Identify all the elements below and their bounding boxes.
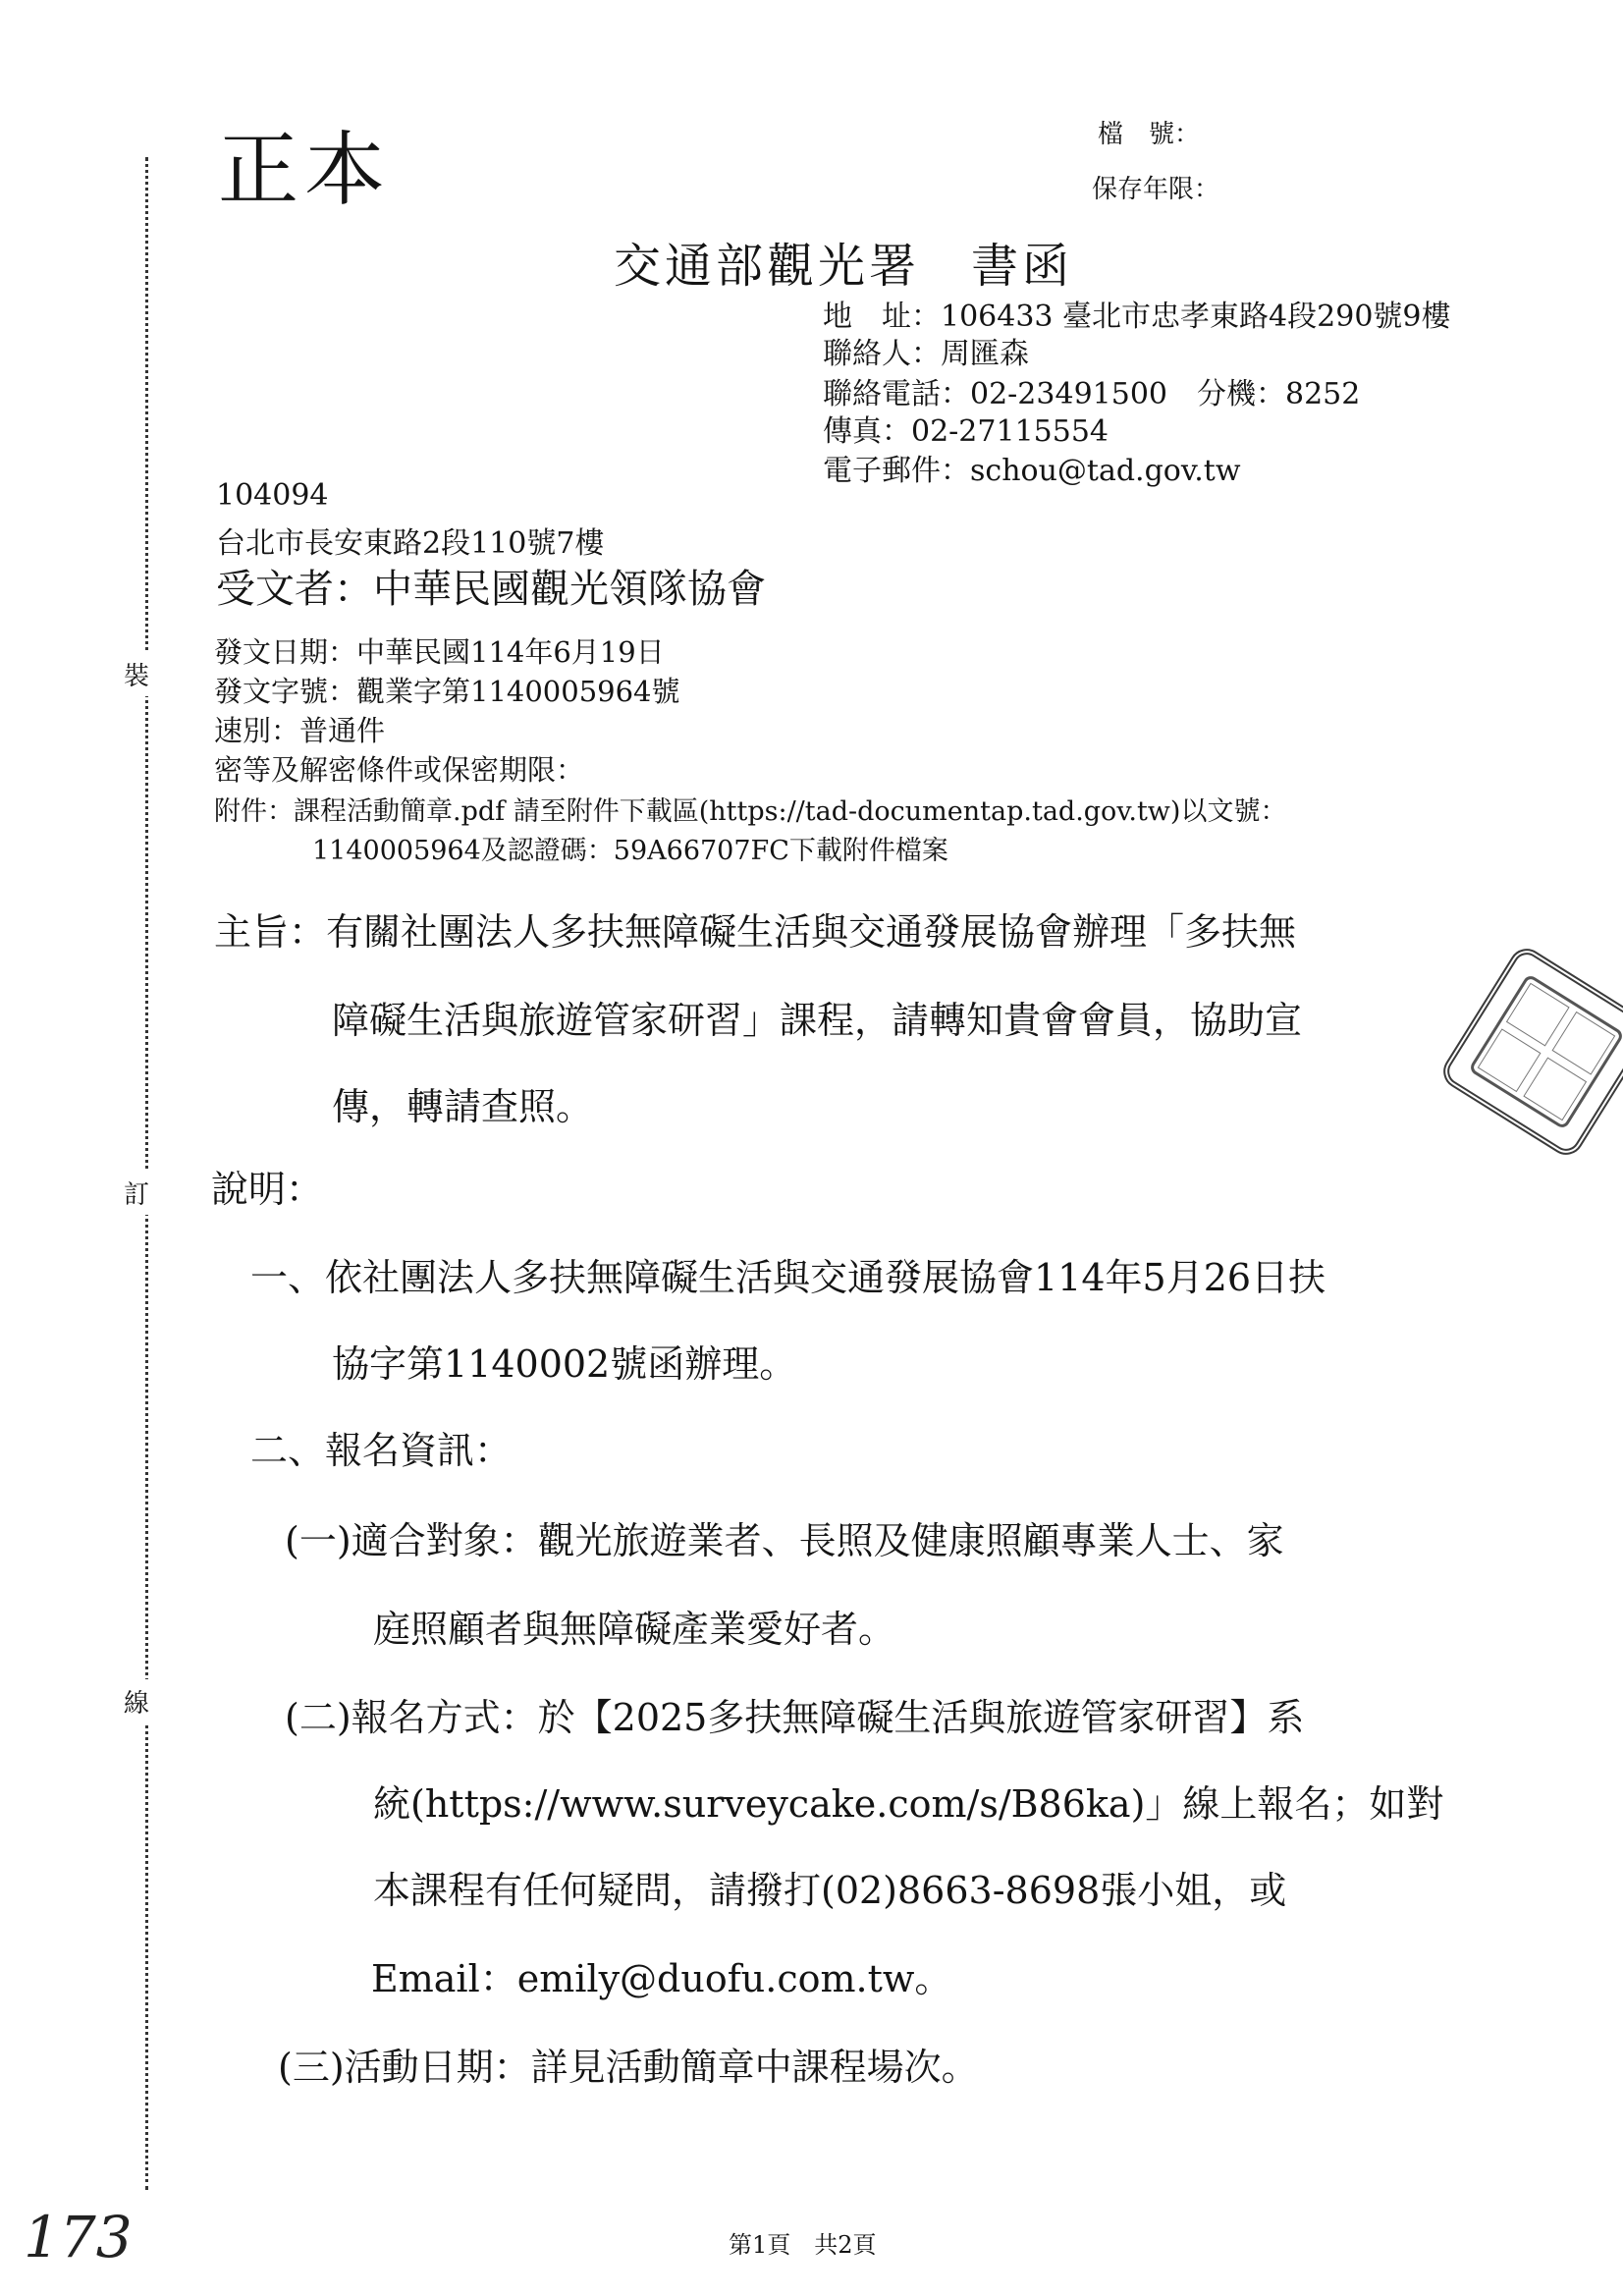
subject-line-1: 主旨：有關社團法人多扶無障礙生活與交通發展協會辦理「多扶無 <box>214 910 1297 954</box>
explanation-heading: 說明： <box>211 1168 324 1211</box>
recipient-address: 台北市長安東路2段110號7樓 <box>216 526 605 561</box>
sub-item-2-line-3: 本課程有任何疑問，請撥打(02)8663-8698張小姐，或 <box>373 1869 1287 1912</box>
recipient-name: 受文者：中華民國觀光領隊協會 <box>216 567 766 612</box>
document-title: 交通部觀光署 書函 <box>614 239 1074 294</box>
recipient-postcode: 104094 <box>216 478 329 513</box>
sub-item-2-line-2: 統(https://www.surveycake.com/s/B86ka)」線上報名；如對 <box>373 1782 1444 1826</box>
sub-item-1-line-2: 庭照顧者與無障礙產業愛好者。 <box>373 1608 896 1651</box>
secrecy-level: 密等及解密條件或保密期限： <box>214 753 585 787</box>
subject-line-3: 傳，轉請查照。 <box>332 1085 594 1128</box>
attachment-line-1: 附件：課程活動簡章.pdf 請至附件下載區(https://tad-documentap.tad.gov.tw)以文號： <box>214 796 1287 827</box>
subject-line-2: 障礙生活與旅遊管家研習」課程，請轉知貴會會員，協助宣 <box>332 999 1303 1042</box>
retention-period-label: 保存年限： <box>1092 175 1220 204</box>
handwritten-page-number: 173 <box>24 2204 133 2270</box>
copy-mark-original: 正本 <box>218 124 392 217</box>
sender-contact: 聯絡人：周匯森 <box>823 337 1029 371</box>
issue-date: 發文日期：中華民國114年6月19日 <box>214 635 665 669</box>
sub-item-2-line-1: (二)報名方式：於【2025多扶無障礙生活與旅遊管家研習】系 <box>285 1696 1305 1739</box>
sub-item-2-line-4: Email：emily@duofu.com.tw。 <box>371 1957 952 2000</box>
page-info: 第1頁 共2頁 <box>729 2231 877 2259</box>
sender-fax: 傳真：02-27115554 <box>823 414 1109 449</box>
explanation-item-1-line-1: 一、依社團法人多扶無障礙生活與交通發展協會114年5月26日扶 <box>250 1256 1326 1299</box>
binding-mark-middle: 訂 <box>124 1171 149 1215</box>
attachment-line-2: 1140005964及認證碼：59A66707FC下載附件檔案 <box>312 836 948 866</box>
binding-mark-top: 裝 <box>124 652 149 696</box>
delivery-speed: 速別：普通件 <box>214 714 386 747</box>
sender-phone: 聯絡電話：02-23491500 分機：8252 <box>823 377 1361 411</box>
received-stamp <box>1436 942 1623 1161</box>
file-number-label: 檔 號： <box>1098 120 1201 149</box>
sub-item-3-line-1: (三)活動日期：詳見活動簡章中課程場次。 <box>278 2046 979 2089</box>
sub-item-1-line-1: (一)適合對象：觀光旅遊業者、長照及健康照顧專業人士、家 <box>285 1519 1284 1562</box>
document-number: 發文字號：觀業字第1140005964號 <box>214 675 680 708</box>
sender-address: 地 址：106433 臺北市忠孝東路4段290號9樓 <box>823 300 1451 334</box>
sender-email: 電子郵件：schou@tad.gov.tw <box>823 454 1241 488</box>
binding-mark-bottom: 線 <box>124 1679 149 1723</box>
explanation-item-1-line-2: 協字第1140002號函辦理。 <box>332 1342 797 1386</box>
explanation-item-2-heading: 二、報名資訊： <box>250 1429 513 1472</box>
